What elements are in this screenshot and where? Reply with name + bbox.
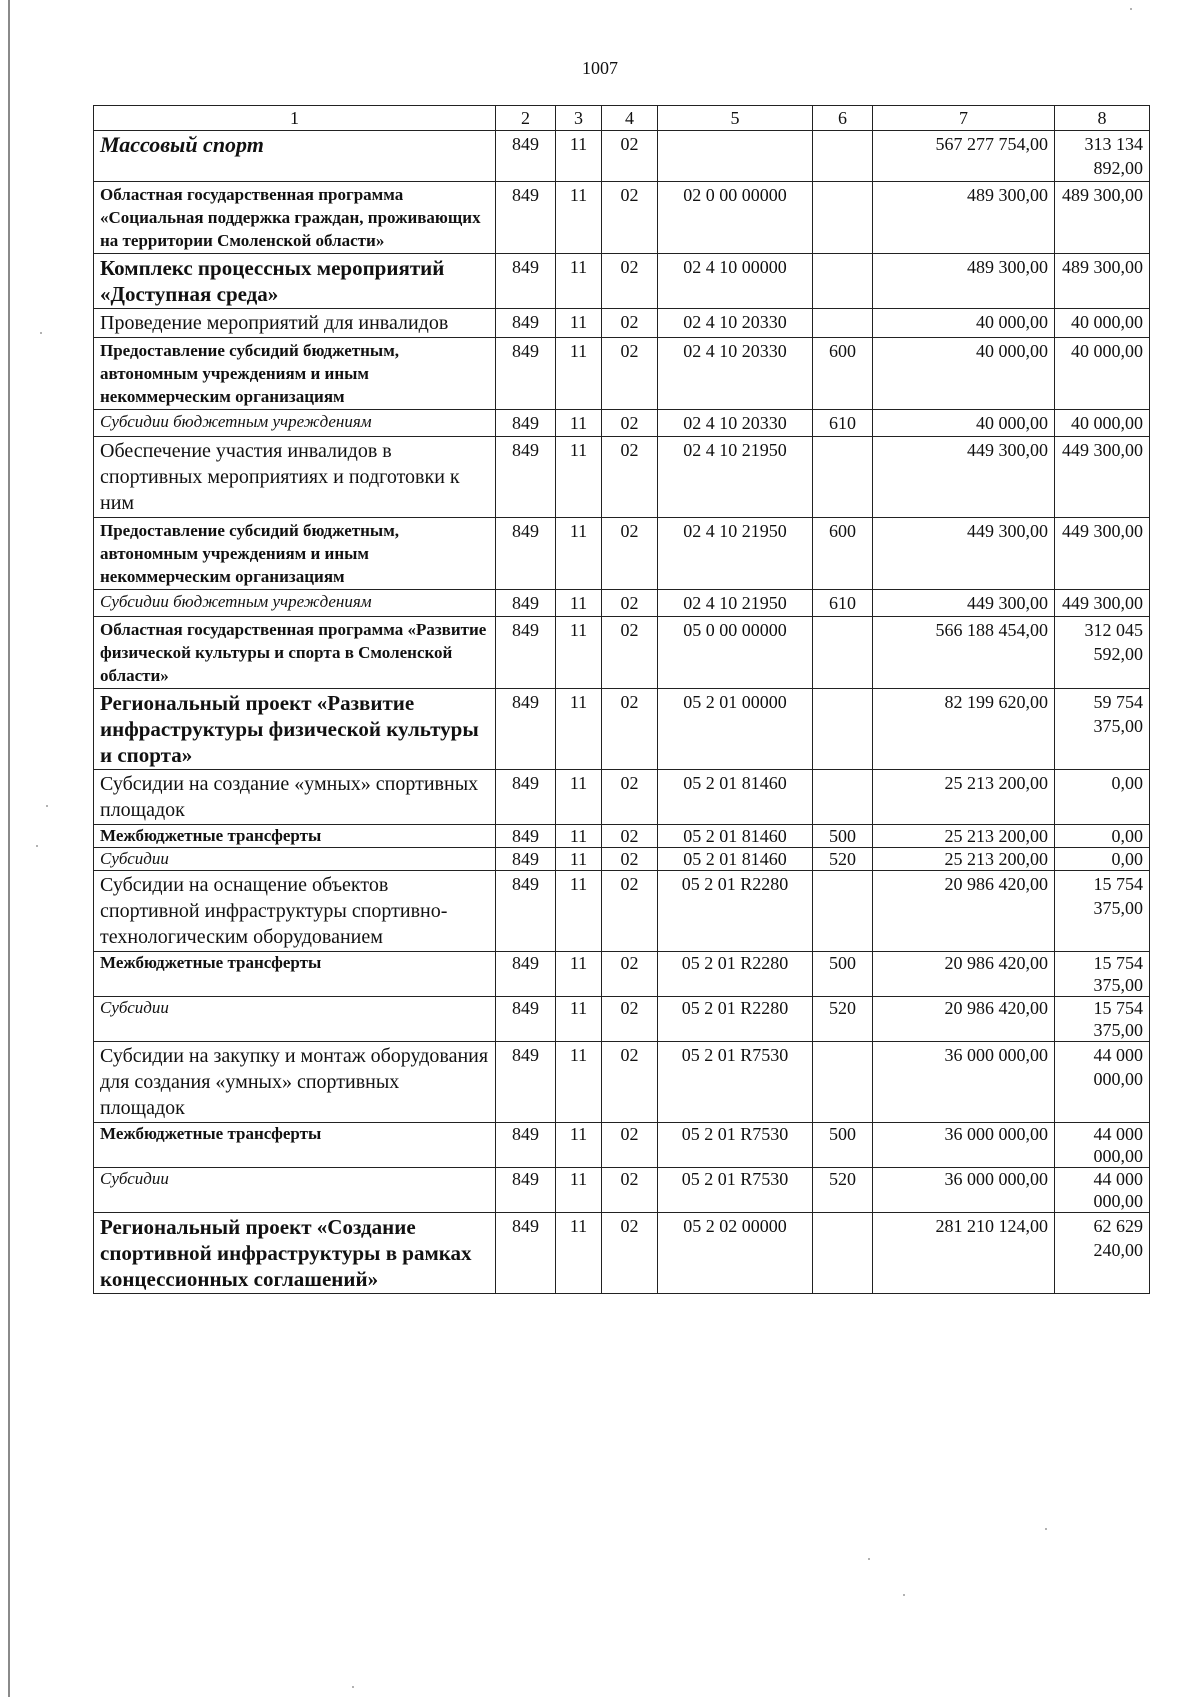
scan-speck: [903, 1594, 905, 1596]
row-col2-cell: 849: [496, 617, 556, 689]
row-col8-cell: 15 754 375,00: [1055, 952, 1150, 997]
row-col3-cell: 11: [556, 254, 602, 309]
header-cell-2: 2: [496, 106, 556, 131]
table-row: [94, 131, 1150, 182]
row-col6-cell: [813, 689, 873, 770]
row-col7-cell: 82 199 620,00: [873, 689, 1055, 770]
row-col4-cell: 02: [602, 131, 658, 182]
row-col3-cell: 11: [556, 617, 602, 689]
row-name-cell: Межбюджетные трансферты: [94, 825, 496, 848]
header-cell-5: 5: [658, 106, 813, 131]
row-col7-cell: 567 277 754,00: [873, 131, 1055, 182]
row-col3-cell: 11: [556, 590, 602, 617]
row-col2-cell: 849: [496, 182, 556, 254]
row-name-cell: Субсидии на оснащение объектов спортивной инфраструктуры спортивно-технологическим оборудованием: [94, 871, 496, 952]
row-col3-cell: 11: [556, 1168, 602, 1213]
row-name-cell: Проведение мероприятий для инвалидов: [94, 309, 496, 338]
row-col6-cell: [813, 309, 873, 338]
row-col3-cell: 11: [556, 437, 602, 518]
table-row: [94, 848, 1150, 871]
row-col5-cell: 05 2 01 R2280: [658, 952, 813, 997]
scan-speck: [36, 845, 38, 847]
row-col3-cell: 11: [556, 997, 602, 1042]
row-col4-cell: 02: [602, 848, 658, 871]
row-name-cell: Межбюджетные трансферты: [94, 1123, 496, 1168]
row-col7-cell: 20 986 420,00: [873, 997, 1055, 1042]
row-name-cell: Субсидии: [94, 1168, 496, 1213]
row-col4-cell: 02: [602, 518, 658, 590]
table-row: [94, 518, 1150, 590]
table-row: [94, 617, 1150, 689]
row-col2-cell: 849: [496, 437, 556, 518]
row-col2-cell: 849: [496, 1213, 556, 1294]
row-col4-cell: 02: [602, 254, 658, 309]
row-col2-cell: 849: [496, 518, 556, 590]
row-col2-cell: 849: [496, 254, 556, 309]
row-col8-cell: 449 300,00: [1055, 437, 1150, 518]
row-col2-cell: 849: [496, 1042, 556, 1123]
table-row: [94, 338, 1150, 410]
row-col8-cell: 312 045 592,00: [1055, 617, 1150, 689]
row-col6-cell: 520: [813, 997, 873, 1042]
table-row: [94, 952, 1150, 997]
row-col7-cell: 489 300,00: [873, 254, 1055, 309]
row-col8-cell: 0,00: [1055, 825, 1150, 848]
row-col3-cell: 11: [556, 338, 602, 410]
header-cell-3: 3: [556, 106, 602, 131]
row-col7-cell: 40 000,00: [873, 309, 1055, 338]
row-col3-cell: 11: [556, 825, 602, 848]
scan-speck: [40, 332, 42, 334]
row-col7-cell: 25 213 200,00: [873, 770, 1055, 825]
row-col2-cell: 849: [496, 1168, 556, 1213]
row-col4-cell: 02: [602, 1168, 658, 1213]
page-number: 1007: [582, 58, 618, 78]
row-col7-cell: 40 000,00: [873, 338, 1055, 410]
row-col7-cell: 36 000 000,00: [873, 1042, 1055, 1123]
row-name-cell: Субсидии: [94, 997, 496, 1042]
row-col2-cell: 849: [496, 1123, 556, 1168]
row-col7-cell: 40 000,00: [873, 410, 1055, 437]
table-row: [94, 1042, 1150, 1123]
row-col5-cell: 02 4 10 21950: [658, 518, 813, 590]
row-col5-cell: 05 2 01 R7530: [658, 1168, 813, 1213]
row-col8-cell: 59 754 375,00: [1055, 689, 1150, 770]
row-col4-cell: 02: [602, 1213, 658, 1294]
row-col4-cell: 02: [602, 1042, 658, 1123]
row-col6-cell: 600: [813, 338, 873, 410]
row-col2-cell: 849: [496, 131, 556, 182]
row-col4-cell: 02: [602, 437, 658, 518]
row-col4-cell: 02: [602, 590, 658, 617]
row-col8-cell: 489 300,00: [1055, 254, 1150, 309]
table-row: [94, 309, 1150, 338]
row-col5-cell: 05 2 01 R2280: [658, 871, 813, 952]
row-col5-cell: 05 0 00 00000: [658, 617, 813, 689]
row-name-cell: Субсидии: [94, 848, 496, 871]
row-col6-cell: 500: [813, 825, 873, 848]
header-cell-6: 6: [813, 106, 873, 131]
row-col4-cell: 02: [602, 1123, 658, 1168]
header-cell-4: 4: [602, 106, 658, 131]
row-name-cell: Региональный проект «Создание спортивной инфраструктуры в рамках концессионных соглашений»: [94, 1213, 496, 1294]
row-col6-cell: [813, 770, 873, 825]
row-name-cell: Межбюджетные трансферты: [94, 952, 496, 997]
table-row: [94, 590, 1150, 617]
row-col3-cell: 11: [556, 1042, 602, 1123]
row-col7-cell: 20 986 420,00: [873, 952, 1055, 997]
row-name-cell: Субсидии на создание «умных» спортивных площадок: [94, 770, 496, 825]
row-name-cell: Субсидии бюджетным учреждениям: [94, 590, 496, 617]
row-col2-cell: 849: [496, 952, 556, 997]
row-col4-cell: 02: [602, 338, 658, 410]
row-col6-cell: [813, 871, 873, 952]
row-name-cell: Региональный проект «Развитие инфраструктуры физической культуры и спорта»: [94, 689, 496, 770]
row-col7-cell: 20 986 420,00: [873, 871, 1055, 952]
row-col7-cell: 25 213 200,00: [873, 848, 1055, 871]
row-col8-cell: 44 000 000,00: [1055, 1123, 1150, 1168]
row-col7-cell: 25 213 200,00: [873, 825, 1055, 848]
row-col8-cell: 62 629 240,00: [1055, 1213, 1150, 1294]
row-col6-cell: [813, 182, 873, 254]
row-col5-cell: 05 2 01 00000: [658, 689, 813, 770]
row-col5-cell: 02 4 10 00000: [658, 254, 813, 309]
scan-speck: [1130, 8, 1132, 10]
row-col3-cell: 11: [556, 410, 602, 437]
row-col4-cell: 02: [602, 952, 658, 997]
row-col2-cell: 849: [496, 871, 556, 952]
row-name-cell: Обеспечение участия инвалидов в спортивных мероприятиях и подготовки к ним: [94, 437, 496, 518]
row-col7-cell: 449 300,00: [873, 518, 1055, 590]
row-col7-cell: 449 300,00: [873, 590, 1055, 617]
row-col4-cell: 02: [602, 410, 658, 437]
header-cell-8: 8: [1055, 106, 1150, 131]
row-col5-cell: 05 2 01 81460: [658, 770, 813, 825]
row-col6-cell: 520: [813, 848, 873, 871]
row-col2-cell: 849: [496, 825, 556, 848]
scan-speck: [868, 1558, 870, 1560]
row-col7-cell: 566 188 454,00: [873, 617, 1055, 689]
row-col3-cell: 11: [556, 848, 602, 871]
row-col5-cell: 02 0 00 00000: [658, 182, 813, 254]
table-row: [94, 437, 1150, 518]
table-row: [94, 1168, 1150, 1213]
row-col2-cell: 849: [496, 689, 556, 770]
scan-speck: [1045, 1528, 1047, 1530]
row-name-cell: Комплекс процессных мероприятий «Доступная среда»: [94, 254, 496, 309]
row-col5-cell: 02 4 10 20330: [658, 309, 813, 338]
row-col3-cell: 11: [556, 770, 602, 825]
row-col5-cell: 02 4 10 20330: [658, 338, 813, 410]
row-name-cell: Субсидии на закупку и монтаж оборудования для создания «умных» спортивных площадок: [94, 1042, 496, 1123]
row-col8-cell: 44 000 000,00: [1055, 1042, 1150, 1123]
row-col8-cell: 44 000 000,00: [1055, 1168, 1150, 1213]
row-col3-cell: 11: [556, 1123, 602, 1168]
row-col3-cell: 11: [556, 309, 602, 338]
row-col4-cell: 02: [602, 689, 658, 770]
row-col4-cell: 02: [602, 309, 658, 338]
row-col5-cell: 05 2 01 81460: [658, 848, 813, 871]
row-name-cell: Областная государственная программа «Развитие физической культуры и спорта в Смоленской области»: [94, 617, 496, 689]
row-col6-cell: 520: [813, 1168, 873, 1213]
row-col7-cell: 449 300,00: [873, 437, 1055, 518]
row-col2-cell: 849: [496, 338, 556, 410]
row-col8-cell: 449 300,00: [1055, 590, 1150, 617]
row-col5-cell: 05 2 01 81460: [658, 825, 813, 848]
table-row: [94, 770, 1150, 825]
row-col8-cell: 40 000,00: [1055, 309, 1150, 338]
row-col5-cell: 02 4 10 21950: [658, 590, 813, 617]
row-col7-cell: 36 000 000,00: [873, 1123, 1055, 1168]
row-col2-cell: 849: [496, 309, 556, 338]
row-col2-cell: 849: [496, 848, 556, 871]
row-col6-cell: [813, 617, 873, 689]
row-name-cell: Массовый спорт: [94, 131, 496, 182]
row-col8-cell: 0,00: [1055, 770, 1150, 825]
row-name-cell: Областная государственная программа «Социальная поддержка граждан, проживающих на территории Смоленской области»: [94, 182, 496, 254]
row-col5-cell: 05 2 01 R7530: [658, 1042, 813, 1123]
table-row: [94, 182, 1150, 254]
row-col3-cell: 11: [556, 182, 602, 254]
row-col7-cell: 36 000 000,00: [873, 1168, 1055, 1213]
row-col8-cell: 15 754 375,00: [1055, 997, 1150, 1042]
row-col5-cell: 02 4 10 20330: [658, 410, 813, 437]
table-header-row: [94, 106, 1150, 131]
row-col8-cell: 313 134 892,00: [1055, 131, 1150, 182]
row-col6-cell: [813, 254, 873, 309]
row-col4-cell: 02: [602, 825, 658, 848]
row-col6-cell: [813, 437, 873, 518]
row-col5-cell: 05 2 01 R7530: [658, 1123, 813, 1168]
row-col8-cell: 489 300,00: [1055, 182, 1150, 254]
row-col4-cell: 02: [602, 617, 658, 689]
row-col5-cell: [658, 131, 813, 182]
row-col8-cell: 40 000,00: [1055, 338, 1150, 410]
table-row: [94, 825, 1150, 848]
row-col2-cell: 849: [496, 997, 556, 1042]
header-cell-7: 7: [873, 106, 1055, 131]
row-col2-cell: 849: [496, 770, 556, 825]
table-row: [94, 871, 1150, 952]
row-col6-cell: [813, 1213, 873, 1294]
row-col3-cell: 11: [556, 518, 602, 590]
row-col3-cell: 11: [556, 131, 602, 182]
row-col6-cell: [813, 131, 873, 182]
row-name-cell: Предоставление субсидий бюджетным, автономным учреждениям и иным некоммерческим организациям: [94, 518, 496, 590]
scan-speck: [352, 1686, 354, 1688]
row-col4-cell: 02: [602, 997, 658, 1042]
row-col6-cell: 610: [813, 590, 873, 617]
row-col3-cell: 11: [556, 871, 602, 952]
table-row: [94, 1123, 1150, 1168]
row-col6-cell: 500: [813, 1123, 873, 1168]
table-row: [94, 997, 1150, 1042]
row-col7-cell: 281 210 124,00: [873, 1213, 1055, 1294]
row-col8-cell: 15 754 375,00: [1055, 871, 1150, 952]
row-col2-cell: 849: [496, 590, 556, 617]
table-row: [94, 689, 1150, 770]
table-row: [94, 254, 1150, 309]
row-name-cell: Субсидии бюджетным учреждениям: [94, 410, 496, 437]
scan-edge-line: [8, 0, 10, 1697]
budget-table: [93, 105, 1150, 1294]
table-row: [94, 1213, 1150, 1294]
table-row: [94, 410, 1150, 437]
row-col2-cell: 849: [496, 410, 556, 437]
row-col5-cell: 02 4 10 21950: [658, 437, 813, 518]
row-col4-cell: 02: [602, 770, 658, 825]
row-col8-cell: 449 300,00: [1055, 518, 1150, 590]
row-col7-cell: 489 300,00: [873, 182, 1055, 254]
scan-speck: [46, 805, 48, 807]
budget-table-body: [94, 106, 1150, 1294]
row-col3-cell: 11: [556, 952, 602, 997]
row-col6-cell: 610: [813, 410, 873, 437]
row-name-cell: Предоставление субсидий бюджетным, автономным учреждениям и иным некоммерческим организациям: [94, 338, 496, 410]
header-cell-1: 1: [94, 106, 496, 131]
row-col5-cell: 05 2 02 00000: [658, 1213, 813, 1294]
row-col4-cell: 02: [602, 871, 658, 952]
row-col6-cell: [813, 1042, 873, 1123]
row-col4-cell: 02: [602, 182, 658, 254]
row-col6-cell: 500: [813, 952, 873, 997]
row-col8-cell: 0,00: [1055, 848, 1150, 871]
row-col5-cell: 05 2 01 R2280: [658, 997, 813, 1042]
row-col8-cell: 40 000,00: [1055, 410, 1150, 437]
row-col6-cell: 600: [813, 518, 873, 590]
row-col3-cell: 11: [556, 689, 602, 770]
row-col3-cell: 11: [556, 1213, 602, 1294]
